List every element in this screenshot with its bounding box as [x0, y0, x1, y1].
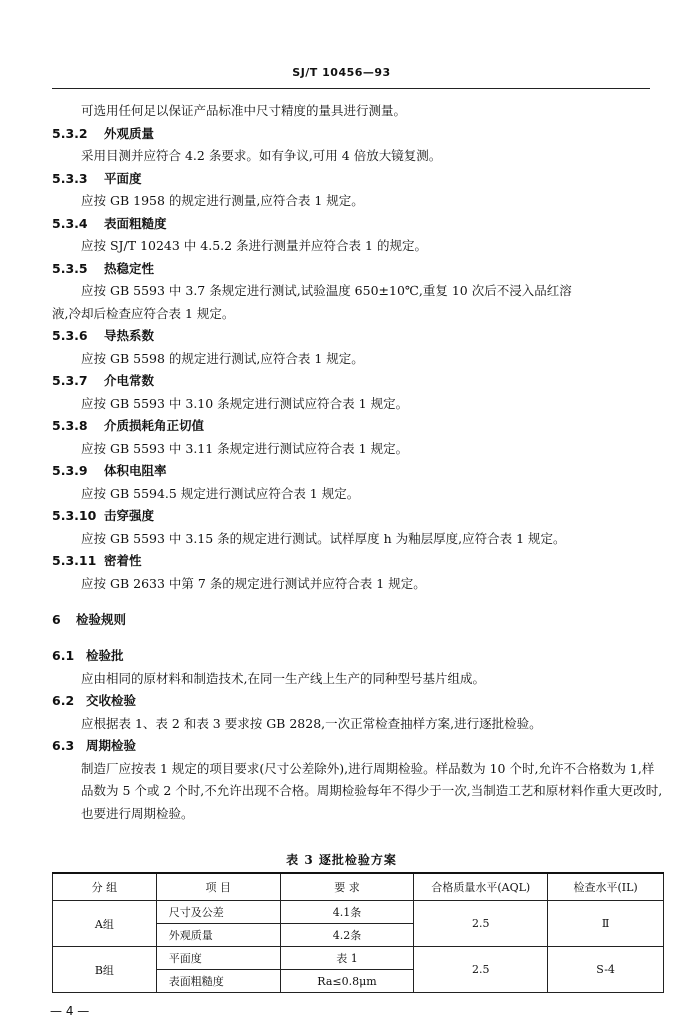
chapter-number: 6: [52, 612, 61, 627]
section-heading: [52, 168, 664, 191]
section-title: 介质损耗角正切值: [104, 418, 205, 433]
group-cell: A组: [53, 901, 157, 947]
section-title: 周期检验: [86, 738, 137, 753]
item-cell: 平面度: [156, 947, 280, 970]
section-number: 6.2: [52, 693, 75, 708]
section-number: 5.3.7: [52, 373, 88, 388]
aql-cell: 2.5: [414, 901, 548, 947]
requirement-cell: Ra≤0.8μm: [280, 970, 414, 993]
aql-cell: 2.5: [414, 947, 548, 993]
table-row: [53, 901, 664, 924]
group-cell: B组: [53, 947, 157, 993]
section-paragraph-continuation: 液,冷却后检查应符合表 1 规定。: [52, 305, 235, 321]
section-heading: [52, 505, 664, 528]
header-rule: [52, 88, 650, 89]
section-paragraph: 采用目测并应符合 4.2 条要求。如有争议,可用 4 倍放大镜复测。: [81, 148, 442, 163]
section-paragraph: 应按 SJ/T 10243 中 4.5.2 条进行测量并应符合表 1 的规定。: [81, 238, 427, 253]
section-heading: [52, 460, 664, 483]
header-cell: 要 求: [280, 873, 414, 901]
section-paragraph: 制造厂应按表 1 规定的项目要求(尺寸公差除外),进行周期检验。样品数为 10 个时,允许不合格数为 1,样品数为 5 个或 2 个时,不允许出现不合格。周期检验每年不得少于一次,当制造工艺和原材料作重大更改时,也要进行周期检验。: [81, 760, 663, 821]
section-title: 外观质量: [104, 125, 155, 141]
section-paragraph: 应按 GB 5593 中 3.10 条规定进行测试应符合表 1 规定。: [81, 395, 409, 411]
section-heading: [52, 415, 664, 438]
section-title: 平面度: [104, 170, 142, 186]
section-heading: [52, 258, 664, 281]
section-heading: [52, 370, 664, 393]
section-number: 5.3.4: [52, 215, 88, 231]
section-title: 交收检验: [86, 693, 137, 708]
section-number: 6.1: [52, 648, 75, 663]
section-title: 体积电阻率: [104, 463, 167, 478]
section-title: 检验批: [86, 648, 124, 663]
section-number: 5.3.8: [52, 418, 88, 433]
il-cell: S-4: [548, 947, 664, 993]
requirement-cell: 表 1: [280, 947, 414, 970]
section-paragraph: 应按 GB 5593 中 3.7 条规定进行测试,试验温度 650±10℃,重复 10 次后不浸入品红溶: [81, 283, 572, 298]
section-number: 5.3.6: [52, 328, 88, 343]
requirement-cell: 4.2条: [280, 924, 414, 947]
intro-paragraph: 可选用任何足以保证产品标准中尺寸精度的量具进行测量。: [81, 103, 407, 118]
section-number: 6.3: [52, 738, 75, 753]
section-title: 导热系数: [104, 328, 155, 343]
table-header-row: [53, 873, 664, 901]
table-row: [53, 947, 664, 970]
section-heading: [52, 550, 664, 573]
section-title: 表面粗糙度: [104, 215, 167, 231]
section-title: 热稳定性: [104, 260, 155, 276]
section-title: 击穿强度: [104, 508, 155, 523]
section-heading: [52, 645, 664, 668]
section-paragraph: 应按 GB 5593 中 3.15 条的规定进行测试。试样厚度 h 为釉层厚度,应符合表 1 规定。: [81, 530, 566, 546]
header-cell: 分 组: [53, 873, 157, 901]
section-paragraph: 应按 GB 1958 的规定进行测量,应符合表 1 规定。: [81, 193, 364, 208]
section-paragraph: 应根据表 1、表 2 和表 3 要求按 GB 2828,一次正常检查抽样方案,进行逐批检验。: [81, 715, 542, 731]
section-heading: [52, 690, 664, 713]
inspection-plan-table: [52, 872, 664, 993]
section-paragraph: 应按 GB 5593 中 3.11 条规定进行测试应符合表 1 规定。: [81, 440, 409, 456]
section-paragraph: 应按 GB 5594.5 规定进行测试应符合表 1 规定。: [81, 485, 360, 501]
page-number: — 4 —: [50, 1004, 90, 1018]
document-body: [52, 100, 664, 825]
section-number: 5.3.9: [52, 463, 88, 478]
section-number: 5.3.2: [52, 125, 88, 141]
item-cell: 尺寸及公差: [156, 901, 280, 924]
header-cell: 合格质量水平(AQL): [414, 873, 548, 901]
section-heading: [52, 325, 664, 348]
requirement-cell: 4.1条: [280, 901, 414, 924]
chapter-title: 检验规则: [76, 612, 127, 627]
document-code: SJ/T 10456—93: [292, 66, 391, 79]
section-number: 5.3.3: [52, 170, 88, 186]
section-paragraph: 应按 GB 5598 的规定进行测试,应符合表 1 规定。: [81, 350, 364, 366]
chapter-heading: [52, 609, 664, 633]
section-number: 5.3.5: [52, 260, 88, 276]
section-heading: [52, 213, 664, 236]
il-cell: Ⅱ: [548, 901, 664, 947]
section-title: 密着性: [104, 553, 142, 568]
section-title: 介电常数: [104, 373, 155, 388]
section-heading: [52, 735, 664, 758]
header-cell: 检查水平(IL): [548, 873, 664, 901]
table-caption: 表 3 逐批检验方案: [286, 853, 397, 867]
section-number: 5.3.10: [52, 508, 97, 523]
section-number: 5.3.11: [52, 553, 97, 568]
section-paragraph: 应按 GB 2633 中第 7 条的规定进行测试并应符合表 1 规定。: [81, 575, 426, 591]
section-heading: [52, 123, 664, 146]
item-cell: 表面粗糙度: [156, 970, 280, 993]
section-paragraph: 应由相同的原材料和制造技术,在同一生产线上生产的同种型号基片组成。: [81, 670, 485, 686]
item-cell: 外观质量: [156, 924, 280, 947]
header-cell: 项 目: [156, 873, 280, 901]
